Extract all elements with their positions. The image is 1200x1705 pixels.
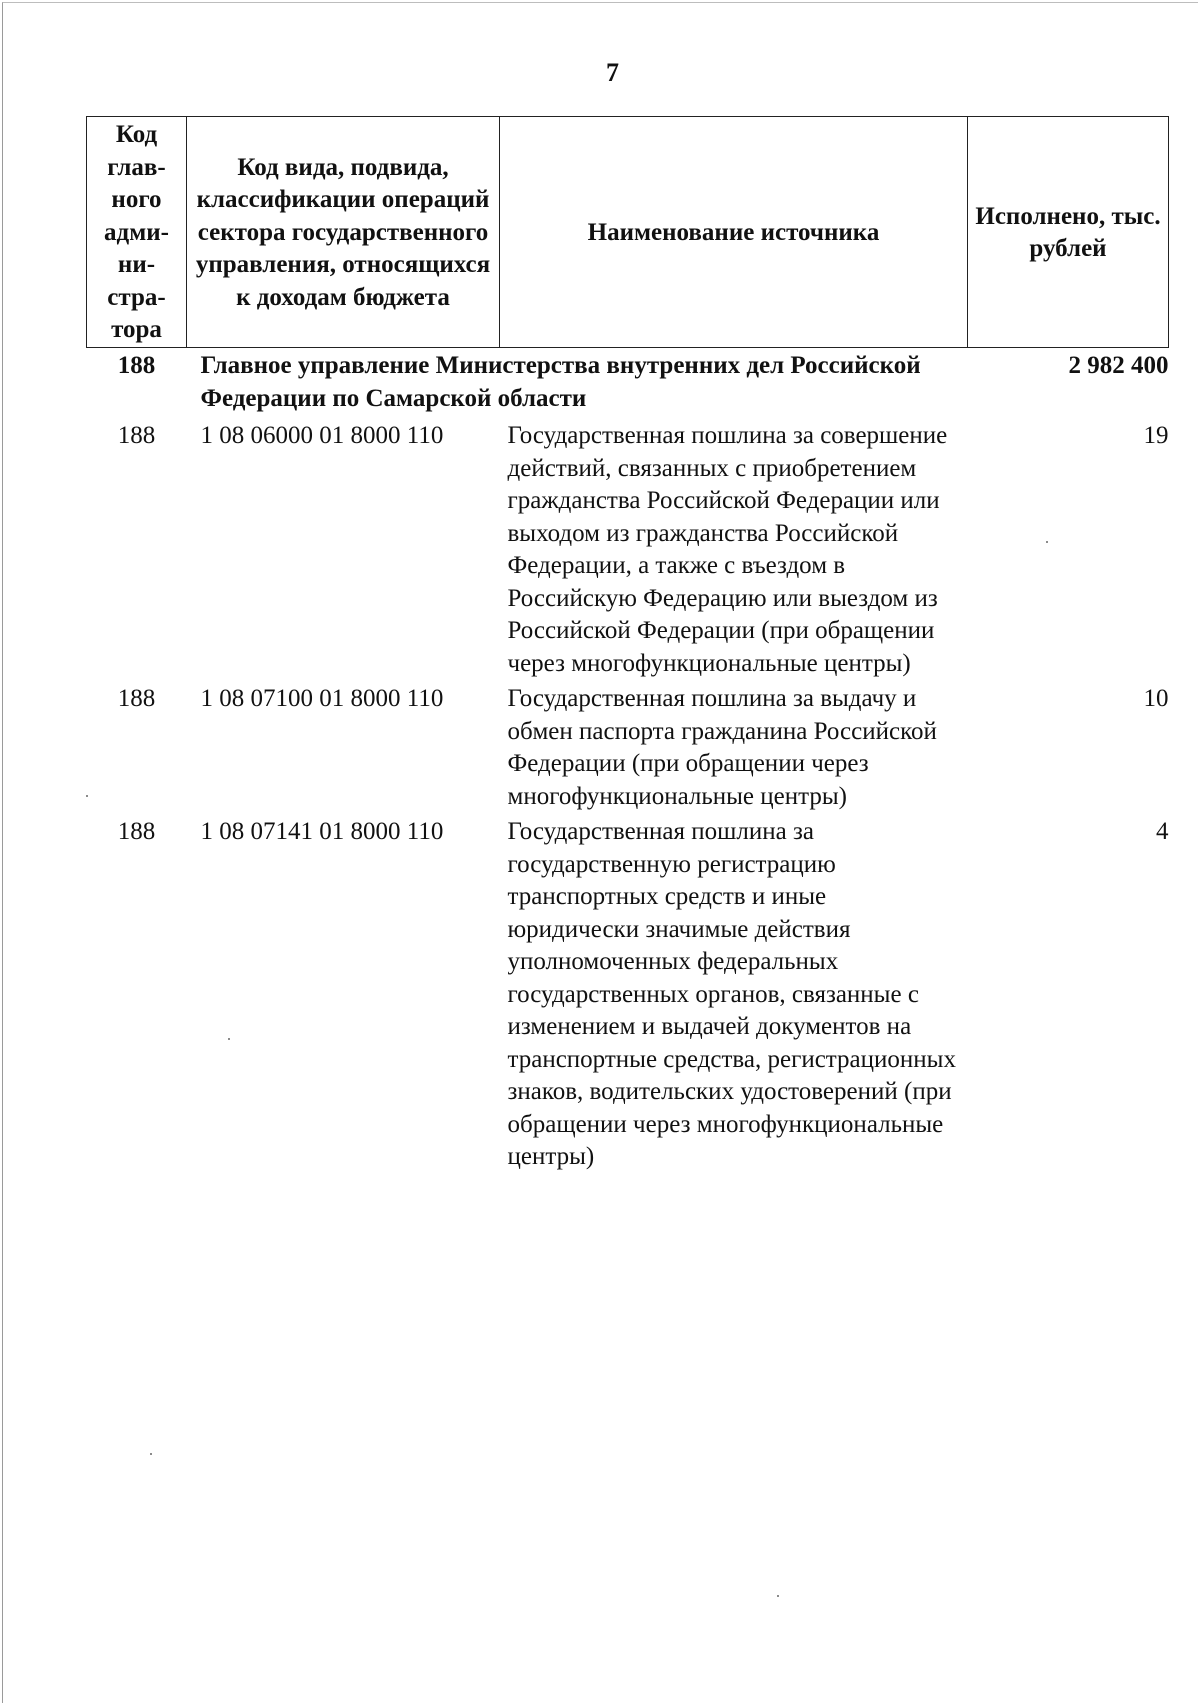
header-source-name-label: Наименование источника [587,218,880,246]
table-row [87,680,1169,813]
row-admin-code: 188 [117,818,156,845]
table-header-row [87,117,1169,348]
header-admin-code [87,117,187,348]
row-income-code: 1 08 07100 01 8000 110 [200,685,444,712]
row-executed: 19 [1143,422,1169,449]
header-income-code [187,117,500,348]
scan-speck [228,1038,230,1040]
header-income-code-label: Код вида, подвида, классификации операций сектора государственного управления, относящихся к доходам бюджета [195,153,491,311]
budget-income-table [86,116,1169,1174]
header-executed-label: Исполнено, тыс. рублей [975,202,1161,262]
row-income-code: 1 08 06000 01 8000 110 [200,422,444,449]
scan-speck [150,1453,152,1455]
row-executed: 4 [1156,818,1169,845]
row-source-name: Государственная пошлина за совершение действий, связанных с приобретением гражданства Российской Федерации или выходом из гражданства Российской Федерации, а также с въездом в Российскую Федерацию или выездом из Российской Федерации (при обращении через многофункциональные центры) [507,422,948,677]
scan-speck [1046,541,1048,543]
header-source-name [500,117,968,348]
main-name: Главное управление Министерства внутренних дел Российской Федерации по Самарской области [200,352,921,412]
table-row [87,417,1169,680]
row-source-name: Государственная пошлина за выдачу и обмен паспорта гражданина Российской Федерации (при обращении через многофункциональные центры) [507,685,937,810]
row-source-name: Государственная пошлина за государственную регистрацию транспортных средств и иные юридически значимые действия уполномоченных федеральных государственных органов, связанные с изменением и выдачей документов на транспортные средства, регистрационных знаков, водительских удостоверений (при обращении через многофункциональные центры) [507,818,956,1170]
main-executed: 2 982 400 [1068,352,1169,379]
row-admin-code: 188 [117,685,156,712]
header-executed [968,117,1169,348]
table-row-main [87,348,1169,418]
header-admin-code-label: Код глав-ного адми-ни-стра-тора [104,121,169,344]
scan-speck [86,795,88,797]
row-admin-code: 188 [117,422,156,449]
table-row [87,813,1169,1174]
row-executed: 10 [1143,685,1169,712]
main-admin-code: 188 [117,352,156,379]
scan-speck [777,1595,779,1597]
row-income-code: 1 08 07141 01 8000 110 [200,818,444,845]
page-number: 7 [606,58,619,87]
